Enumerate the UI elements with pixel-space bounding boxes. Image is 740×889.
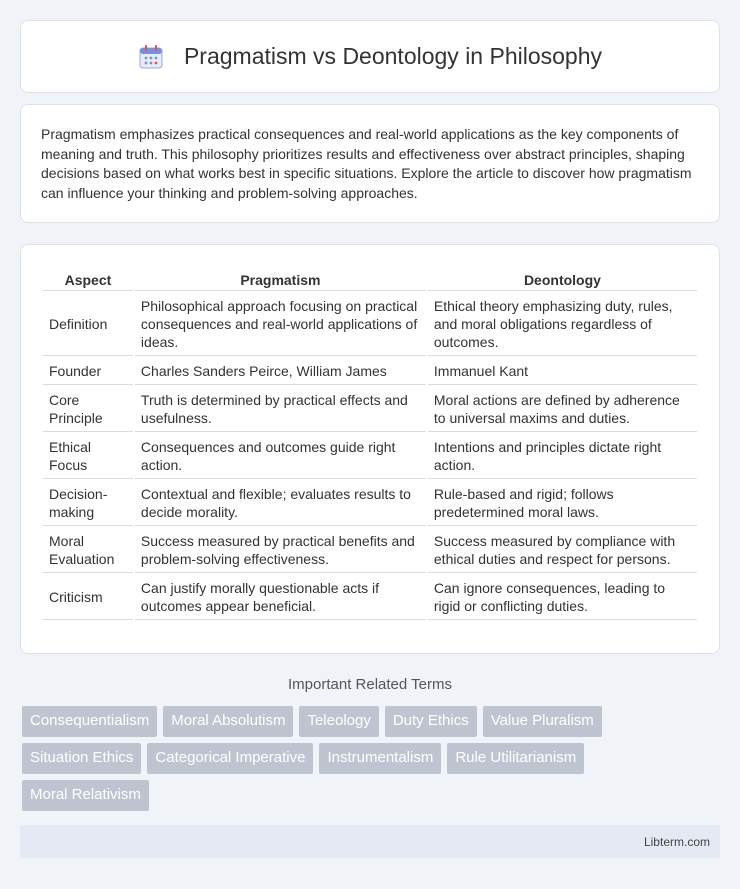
header-card (20, 20, 720, 93)
row-deontology: Immanuel Kant (428, 358, 697, 385)
table-row (43, 528, 697, 573)
related-term-tag[interactable]: Duty Ethics (385, 706, 477, 737)
related-terms-title: Important Related Terms (288, 676, 452, 693)
row-aspect: Decision-making (43, 481, 133, 526)
row-aspect: Moral Evaluation (43, 528, 133, 573)
related-term-tag[interactable]: Moral Absolutism (163, 706, 293, 737)
row-deontology: Intentions and principles dictate right action. (428, 434, 697, 479)
table-row (43, 387, 697, 432)
row-aspect: Founder (43, 358, 133, 385)
related-term-tag[interactable]: Instrumentalism (319, 743, 441, 774)
related-term-tag[interactable]: Moral Relativism (22, 780, 149, 811)
related-term-tag[interactable]: Teleology (299, 706, 378, 737)
row-pragmatism: Philosophical approach focusing on practical consequences and real-world applications of ideas. (135, 293, 426, 356)
footer (20, 825, 720, 858)
row-deontology: Rule-based and rigid; follows predetermined moral laws. (428, 481, 697, 526)
comparison-table (41, 265, 699, 622)
page-title: Pragmatism vs Deontology in Philosophy (183, 43, 603, 69)
row-pragmatism: Contextual and flexible; evaluates results to decide morality. (135, 481, 426, 526)
comparison-card (20, 244, 720, 654)
row-aspect: Core Principle (43, 387, 133, 432)
table-row (43, 481, 697, 526)
related-term-tag[interactable]: Situation Ethics (22, 743, 141, 774)
related-term-tag[interactable]: Value Pluralism (483, 706, 602, 737)
related-terms-list (22, 706, 722, 817)
row-aspect: Ethical Focus (43, 434, 133, 479)
calendar-icon (138, 44, 164, 70)
row-pragmatism: Can justify morally questionable acts if outcomes appear beneficial. (135, 575, 426, 620)
table-row (43, 358, 697, 385)
row-pragmatism: Truth is determined by practical effects and usefulness. (135, 387, 426, 432)
row-deontology: Moral actions are defined by adherence to universal maxims and duties. (428, 387, 697, 432)
intro-card (20, 104, 720, 223)
row-aspect: Definition (43, 293, 133, 356)
row-deontology: Success measured by compliance with ethical duties and respect for persons. (428, 528, 697, 573)
row-aspect: Criticism (43, 575, 133, 620)
header-deontology: Deontology (428, 267, 697, 291)
footer-site-link[interactable]: Libterm.com (643, 834, 710, 849)
table-row (43, 575, 697, 620)
row-deontology: Ethical theory emphasizing duty, rules, and moral obligations regardless of outcomes. (428, 293, 697, 356)
row-deontology: Can ignore consequences, leading to rigid or conflicting duties. (428, 575, 697, 620)
table-header-row (43, 267, 697, 291)
related-term-tag[interactable]: Consequentialism (22, 706, 157, 737)
table-row (43, 434, 697, 479)
related-term-tag[interactable]: Rule Utilitarianism (447, 743, 584, 774)
header-aspect: Aspect (43, 267, 133, 291)
row-pragmatism: Charles Sanders Peirce, William James (135, 358, 426, 385)
intro-text: Pragmatism emphasizes practical consequences and real-world applications as the key components of meaning and truth. This philosophy prioritizes results and effectiveness over abstract principles, shaping decisions based on what works best in specific situations. Explore the article to discover how pragmatism can influence your thinking and problem-solving approaches. (41, 126, 692, 201)
table-row (43, 293, 697, 356)
row-pragmatism: Success measured by practical benefits and problem-solving effectiveness. (135, 528, 426, 573)
related-term-tag[interactable]: Categorical Imperative (147, 743, 313, 774)
header-pragmatism: Pragmatism (135, 267, 426, 291)
row-pragmatism: Consequences and outcomes guide right action. (135, 434, 426, 479)
